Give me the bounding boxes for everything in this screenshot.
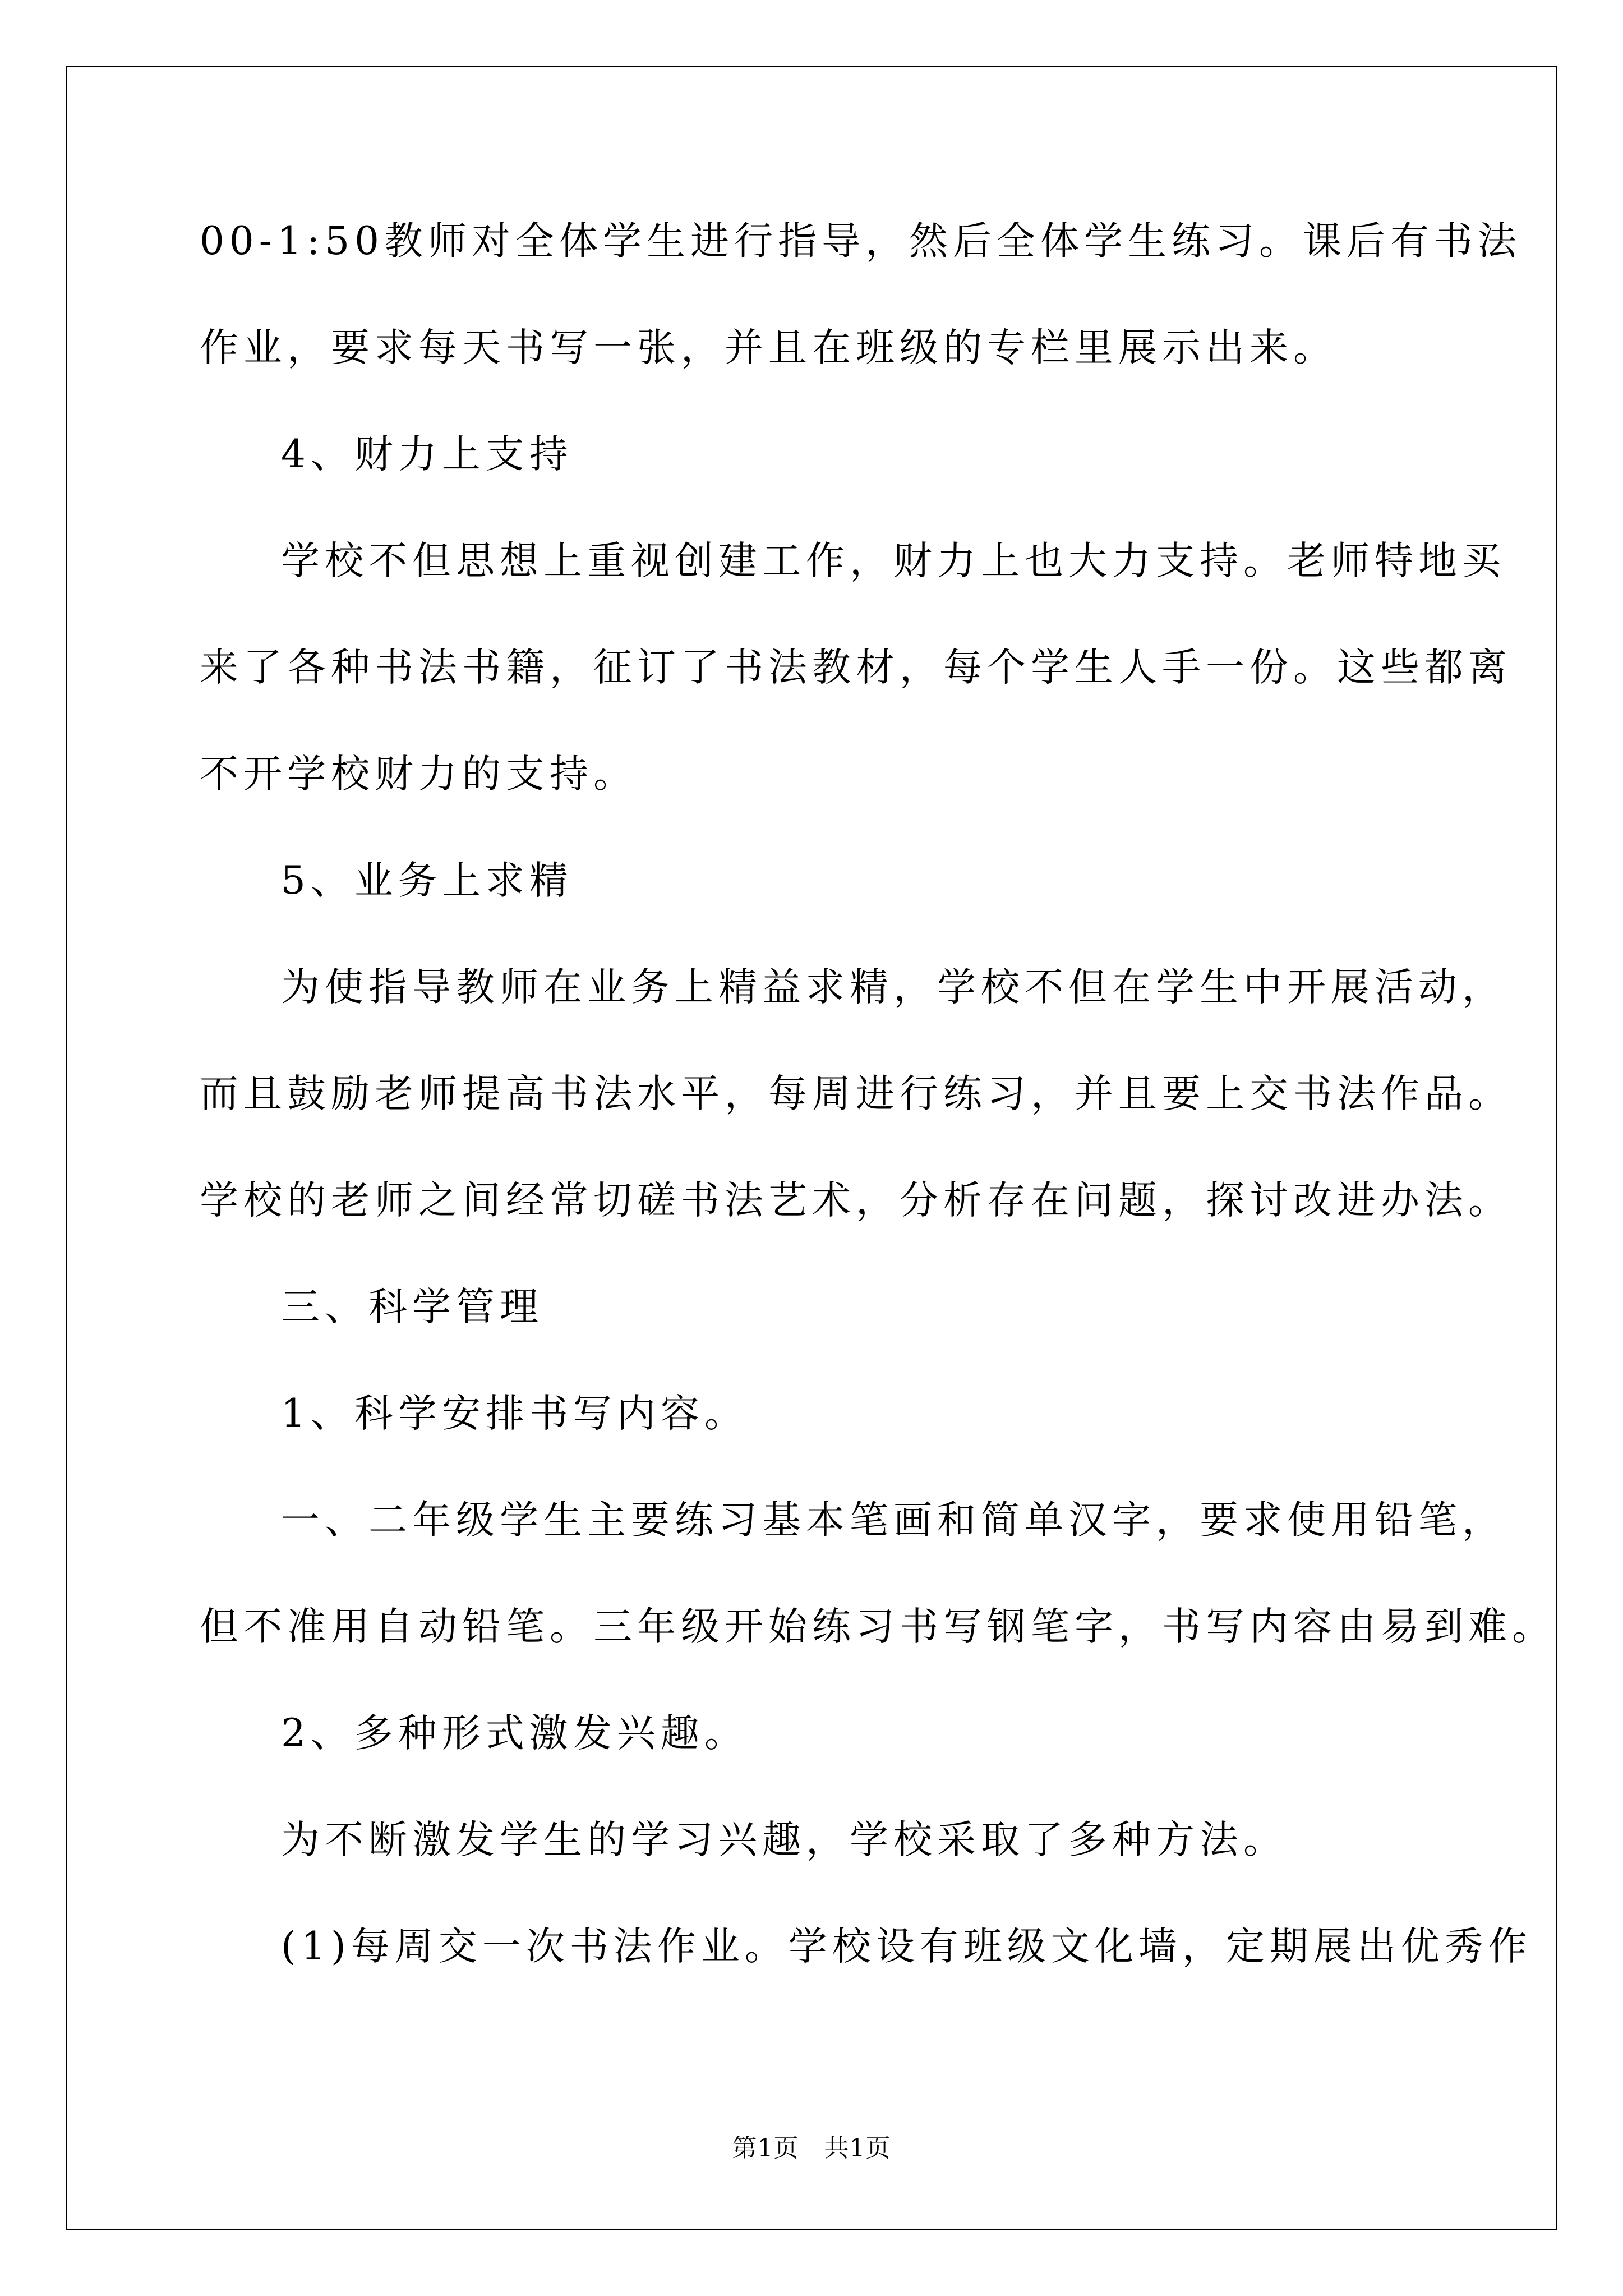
text-line: 学校的老师之间经常切磋书法艺术，分析存在问题，探讨改进办法。 <box>200 1178 1512 1223</box>
page-border <box>66 66 1557 2230</box>
section-heading: 4、财力上支持 <box>281 432 573 477</box>
text-line: (1)每周交一次书法作业。学校设有班级文化墙，定期展出优秀作 <box>281 1924 1532 1969</box>
text-line: 学校不但思想上重视创建工作，财力上也大力支持。老师特地买 <box>281 539 1506 583</box>
section-heading: 5、业务上求精 <box>281 858 573 903</box>
text-line: 为使指导教师在业务上精益求精，学校不但在学生中开展活动， <box>281 965 1506 1010</box>
text-line: 00-1:50教师对全体学生进行指导，然后全体学生练习。课后有书法 <box>200 219 1522 264</box>
section-heading: 2、多种形式激发兴趣。 <box>281 1711 748 1756</box>
text-line: 不开学校财力的支持。 <box>200 752 637 797</box>
text-line: 作业，要求每天书写一张，并且在班级的专栏里展示出来。 <box>200 325 1337 370</box>
text-line: 而且鼓励老师提高书法水平，每周进行练习，并且要上交书法作品。 <box>200 1071 1512 1116</box>
text-line: 为不断激发学生的学习兴趣，学校采取了多种方法。 <box>281 1818 1287 1862</box>
section-heading: 三、科学管理 <box>281 1285 543 1329</box>
section-heading: 1、科学安排书写内容。 <box>281 1391 748 1436</box>
text-line: 但不准用自动铅笔。三年级开始练习书写钢笔字，书写内容由易到难。 <box>200 1604 1556 1649</box>
text-line: 来了各种书法书籍，征订了书法教材，每个学生人手一份。这些都离 <box>200 645 1512 690</box>
text-line: 一、二年级学生主要练习基本笔画和简单汉字，要求使用铅笔， <box>281 1498 1506 1543</box>
page-number: 第1页 共1页 <box>732 2134 891 2162</box>
